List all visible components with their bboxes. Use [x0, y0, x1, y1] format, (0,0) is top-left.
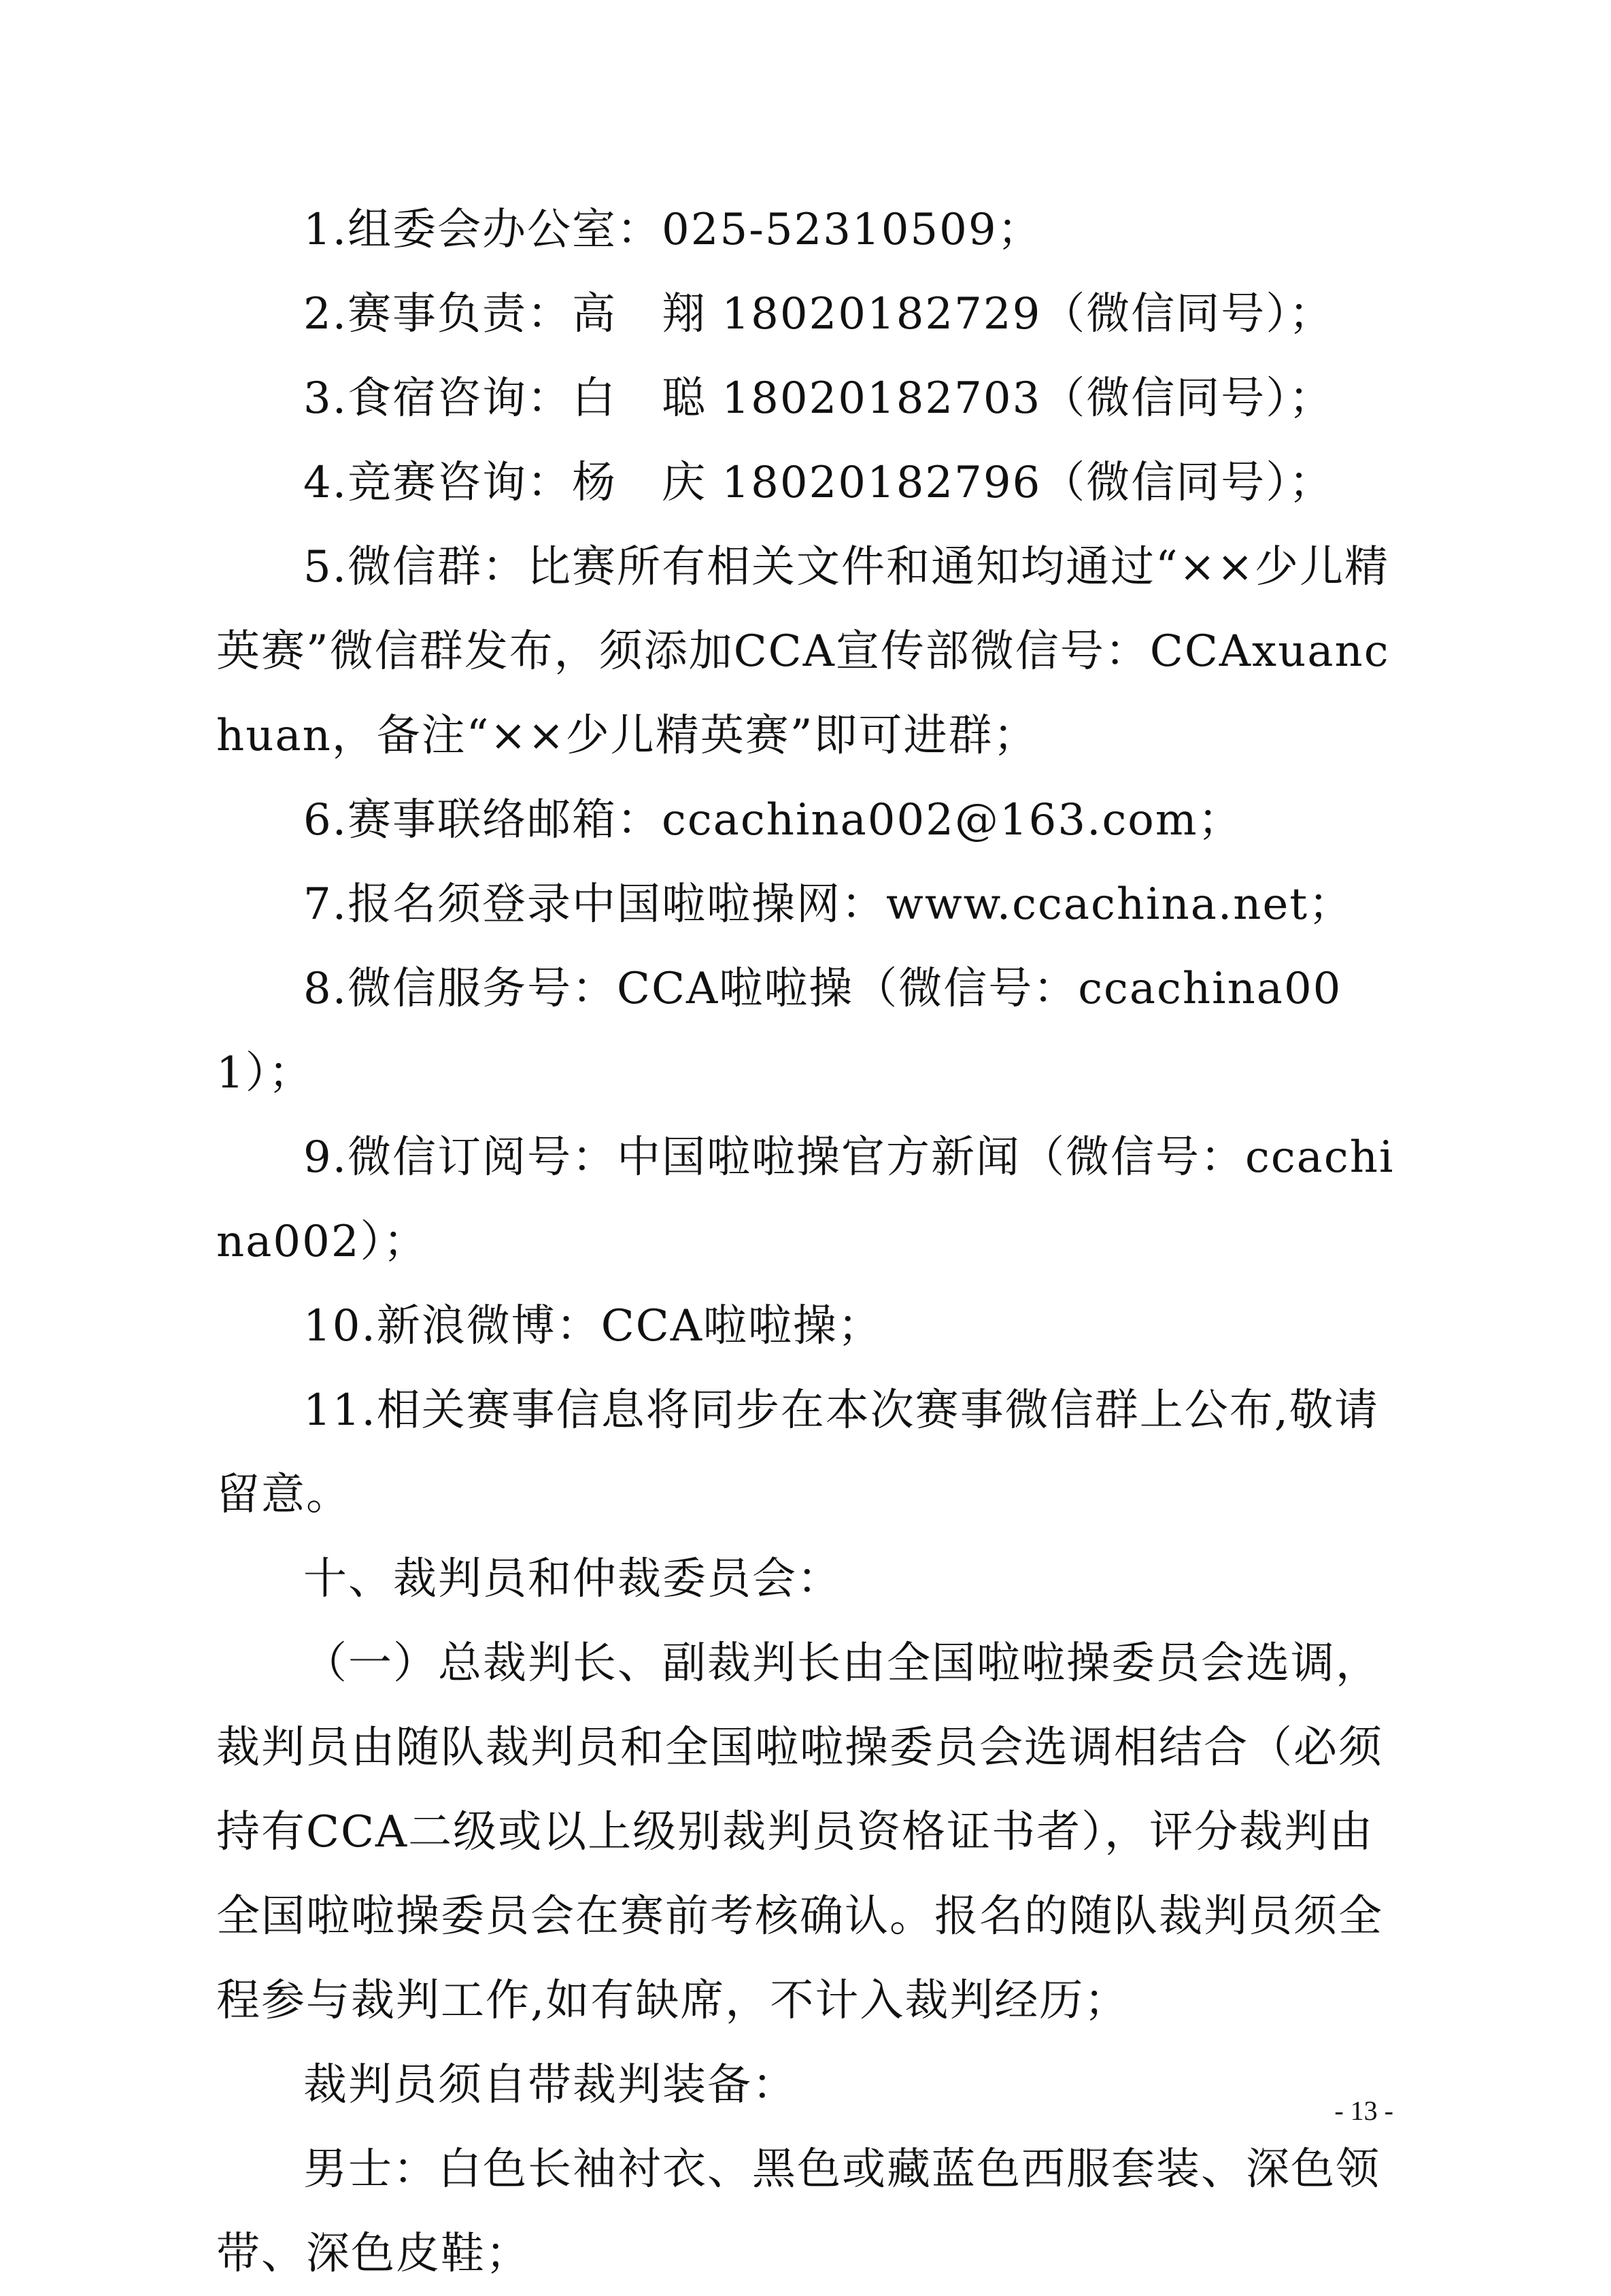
contact-competition: 4.竞赛咨询：杨 庆 18020182796（微信同号）；	[303, 458, 1334, 508]
section-heading-referees: 十、裁判员和仲裁委员会：	[303, 1554, 842, 1604]
contact-email: 6.赛事联络邮箱：ccachina002@163.com；	[303, 795, 1243, 845]
wechat-subscription-account: 9.微信订阅号：中国啦啦操官方新闻（微信号：ccachina002）；	[216, 1132, 1395, 1267]
contact-office: 1.组委会办公室：025-52310509；	[303, 205, 1042, 255]
registration-website: 7.报名须登录中国啦啦操网：www.ccachina.net；	[303, 879, 1354, 930]
page-number: - 13 -	[1334, 2095, 1393, 2126]
contact-lodging: 3.食宿咨询：白 聪 18020182703（微信同号）；	[303, 373, 1334, 424]
contact-event-lead: 2.赛事负责：高 翔 18020182729（微信同号）；	[303, 289, 1334, 339]
referee-equipment-men: 男士：白色长袖衬衣、黑色或藏蓝色西服套装、深色领带、深色皮鞋；	[216, 2144, 1380, 2279]
document-body	[216, 188, 1400, 2296]
referee-selection: （一）总裁判长、副裁判长由全国啦啦操委员会选调，裁判员由随队裁判员和全国啦啦操委员会选调相结合（必须持有CCA二级或以上级别裁判员资格证书者），评分裁判由全国啦啦操委员会在赛前考核确认。报名的随队裁判员须全程参与裁判工作,如有缺席，不计入裁判经历；	[216, 1638, 1383, 2026]
wechat-group-info: 5.微信群：比赛所有相关文件和通知均通过“××少儿精英赛”微信群发布，须添加CCA宣传部微信号：CCAxuanchuan，备注“××少儿精英赛”即可进群；	[216, 542, 1390, 761]
referee-equipment-heading: 裁判员须自带裁判装备：	[303, 2060, 797, 2110]
wechat-service-account: 8.微信服务号：CCA啦啦操（微信号：ccachina001）；	[216, 964, 1342, 1098]
sina-weibo: 10.新浪微博：CCA啦啦操；	[303, 1301, 883, 1351]
notice-sync: 11.相关赛事信息将同步在本次赛事微信群上公布,敬请留意。	[216, 1385, 1380, 1520]
